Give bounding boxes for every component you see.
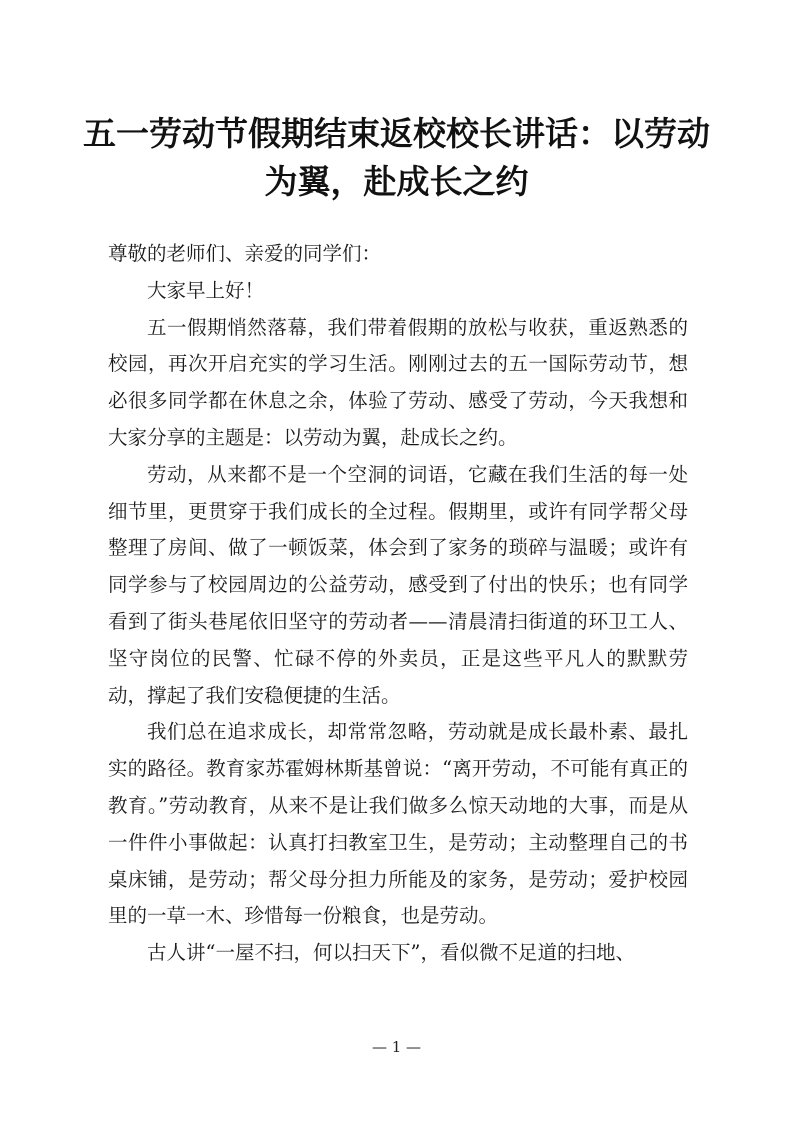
document-title: 五一劳动节假期结束返校校长讲话：以劳动为翼，赴成长之约 [83,114,710,201]
page-number: — 1 — [371,1038,422,1056]
document-body [108,236,688,972]
paragraph-intro: 五一假期悄然落幕，我们带着假期的放松与收获，重返熟悉的校园，再次开启充实的学习生活。刚刚过去的五一国际劳动节，想必很多同学都在休息之余，体验了劳动、感受了劳动，今天我想和大家分享的主题是：以劳动为翼，赴成长之约。 [108,315,688,449]
paragraph-labor-growth: 我们总在追求成长，却常常忽略，劳动就是成长最朴素、最扎实的路径。教育家苏霍姆林斯基曾说：“离开劳动，不可能有真正的教育。”劳动教育，从来不是让我们做多么惊天动地的大事，而是从一件件小事做起：认真打扫教室卫生，是劳动；主动整理自己的书桌床铺，是劳动；帮父母分担力所能及的家务，是劳动；爱护校园里的一草一木、珍惜每一份粮食，也是劳动。 [108,720,688,928]
paragraph-greeting: 大家早上好！ [147,278,265,302]
salutation: 尊敬的老师们、亲爱的同学们： [108,242,382,265]
paragraph-labor-meaning: 劳动，从来都不是一个空洞的词语，它藏在我们生活的每一处细节里，更贯穿于我们成长的全过程。假期里，或许有同学帮父母整理了房间、做了一顿饭菜，体会到了家务的琐碎与温暖；或许有同学参与了校园周边的公益劳动，感受到了付出的快乐；也有同学看到了街头巷尾依旧坚守的劳动者——清晨清扫街道的环卫工人、坚守岗位的民警、忙碌不停的外卖员，正是这些平凡人的默默劳动，撑起了我们安稳便捷的生活。 [108,462,688,707]
paragraph-ancient-saying: 古人讲“一屋不扫，何以扫天下”，看似微不足道的扫地、 [147,941,635,965]
